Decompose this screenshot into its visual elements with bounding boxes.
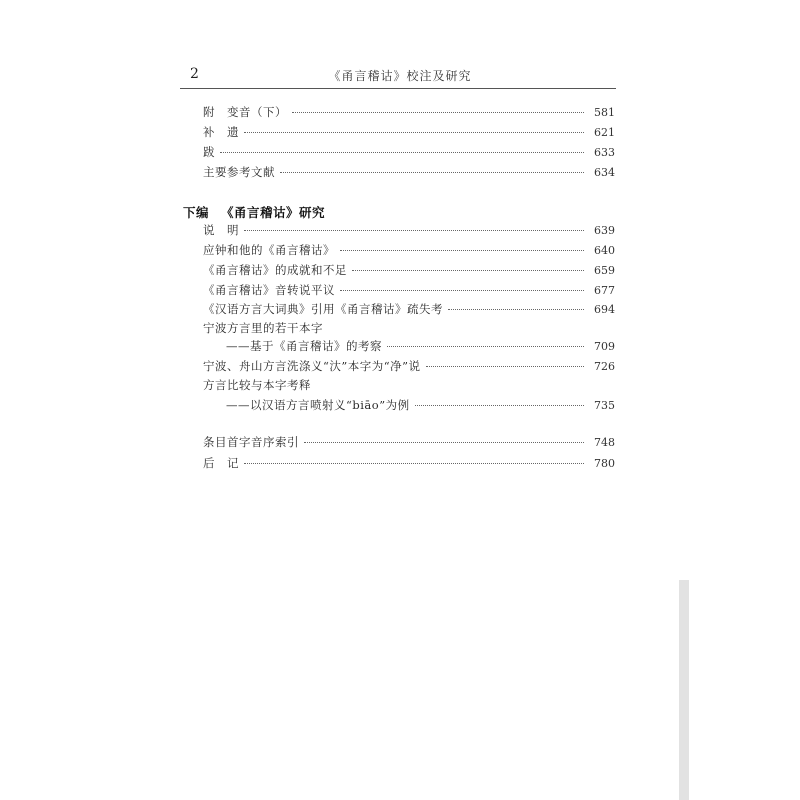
dot-leader: [426, 366, 584, 367]
toc-entry-page: 726: [594, 360, 615, 373]
toc-entry-title-line[interactable]: [203, 377, 615, 393]
toc-entry-page: 581: [594, 106, 615, 119]
toc-entry-page: 780: [594, 457, 615, 470]
toc-entry[interactable]: [203, 262, 615, 278]
section-label: 下编: [183, 205, 210, 220]
dot-leader: [448, 309, 584, 310]
toc-entry-page: 633: [594, 146, 615, 159]
section-heading: [183, 203, 325, 221]
toc-entry-title: 跋: [203, 145, 215, 159]
toc-entry-title: 主要参考文献: [203, 165, 275, 179]
toc-entry[interactable]: [203, 242, 615, 258]
scrollbar[interactable]: [679, 580, 689, 800]
toc-entry-title-line[interactable]: [203, 320, 615, 336]
toc-entry[interactable]: [203, 104, 615, 120]
toc-entry[interactable]: [203, 282, 615, 298]
dot-leader: [304, 442, 584, 443]
dot-leader: [340, 250, 584, 251]
section-title: 《甬言稽诂》研究: [221, 205, 326, 220]
toc-entry-title: 《甬言稽诂》音转说平议: [203, 283, 335, 297]
toc-entry[interactable]: [226, 397, 615, 413]
toc-entry-title: 宁波、舟山方言洗涤义“汏”本字为“净”说: [203, 359, 421, 373]
toc-entry-page: 634: [594, 166, 615, 179]
dot-leader: [387, 346, 584, 347]
toc-entry-title: 补 遗: [203, 125, 239, 139]
dot-leader: [415, 405, 584, 406]
dot-leader: [244, 230, 584, 231]
toc-entry[interactable]: [203, 358, 615, 374]
toc-entry-subtitle: ——基于《甬言稽诂》的考察: [226, 339, 382, 353]
toc-entry-title: 宁波方言里的若干本字: [203, 321, 323, 335]
toc-entry-page: 735: [594, 399, 615, 412]
toc-entry-page: 639: [594, 224, 615, 237]
toc-entry-page: 694: [594, 303, 615, 316]
toc-entry-title: 《汉语方言大词典》引用《甬言稽诂》疏失考: [203, 302, 443, 316]
toc-entry[interactable]: [203, 455, 615, 471]
dot-leader: [220, 152, 584, 153]
toc-entry[interactable]: [203, 164, 615, 180]
toc-entry-page: 709: [594, 340, 615, 353]
toc-entry-subtitle: ——以汉语方言喷射义“biāo”为例: [226, 398, 410, 412]
dot-leader: [292, 112, 584, 113]
toc-entry-page: 659: [594, 264, 615, 277]
toc-entry[interactable]: [203, 144, 615, 160]
running-title: 《甬言稽诂》校注及研究: [328, 69, 472, 83]
toc-entry[interactable]: [203, 301, 615, 317]
toc-entry-page: 621: [594, 126, 615, 139]
dot-leader: [352, 270, 584, 271]
toc-entry-page: 640: [594, 244, 615, 257]
toc-entry-page: 748: [594, 436, 615, 449]
toc-entry-page: 677: [594, 284, 615, 297]
toc-entry[interactable]: [203, 434, 615, 450]
page-number: 2: [190, 66, 199, 82]
toc-entry-title: 后 记: [203, 456, 239, 470]
toc-entry-title: 应钟和他的《甬言稽诂》: [203, 243, 335, 257]
dot-leader: [280, 172, 584, 173]
toc-entry[interactable]: [226, 338, 615, 354]
dot-leader: [244, 132, 584, 133]
header-divider: [180, 88, 616, 89]
dot-leader: [340, 290, 584, 291]
toc-entry-title: 附 变音（下）: [203, 105, 287, 119]
toc-entry[interactable]: [203, 124, 615, 140]
toc-entry-title: 方言比较与本字考释: [203, 378, 311, 392]
dot-leader: [244, 463, 584, 464]
toc-entry-title: 说 明: [203, 223, 239, 237]
toc-entry-title: 《甬言稽诂》的成就和不足: [203, 263, 347, 277]
toc-entry-title: 条目首字音序索引: [203, 435, 299, 449]
toc-entry[interactable]: [203, 222, 615, 238]
